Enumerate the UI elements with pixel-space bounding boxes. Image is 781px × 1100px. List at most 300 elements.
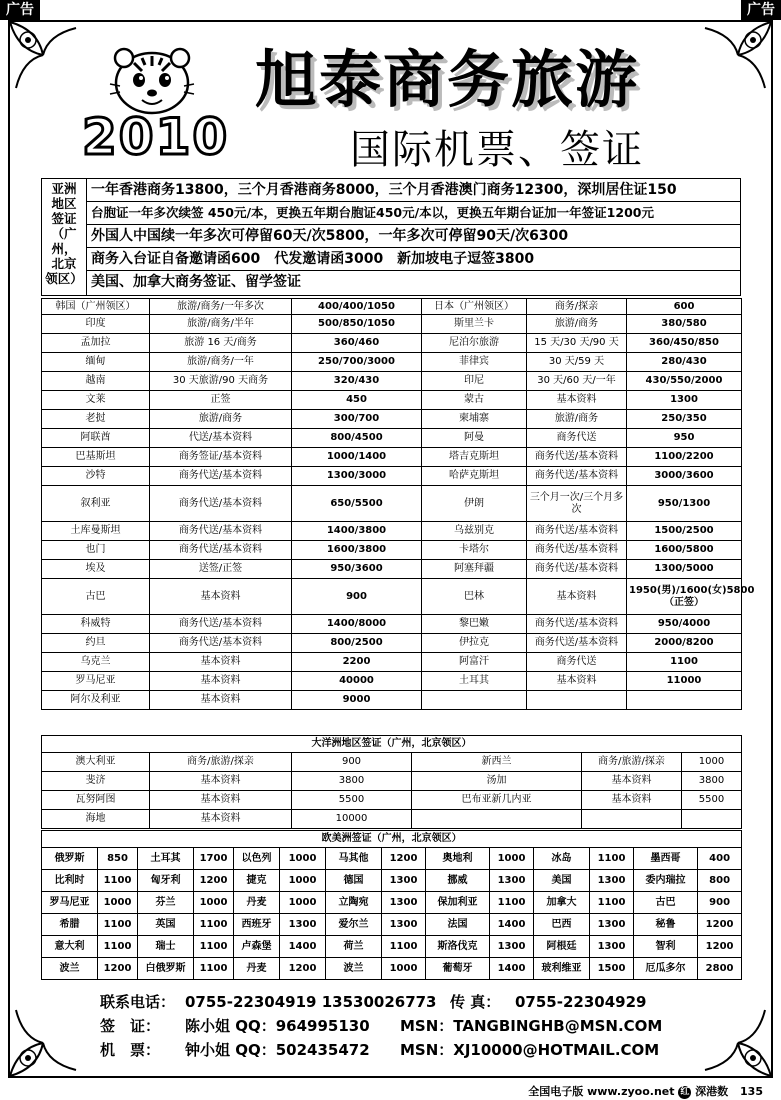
price-cell: 320/430	[292, 372, 422, 391]
country-cell: 委内瑞拉	[634, 870, 698, 892]
visa-type-cell: 代送/基本资料	[150, 429, 292, 448]
table-row	[42, 691, 742, 710]
visa-type-cell: 30 天旅游/90 天商务	[150, 372, 292, 391]
country-cell: 厄瓜多尔	[634, 958, 698, 980]
country-cell: 沙特	[42, 467, 150, 486]
price-cell: 1100	[590, 892, 634, 914]
visa-type-cell: 商务/探亲	[527, 299, 627, 315]
page-number: 135	[740, 1085, 763, 1098]
table-row	[42, 914, 742, 936]
asia-side-label	[42, 179, 87, 295]
visa-type-cell: 商务代送/基本资料	[527, 560, 627, 579]
price-cell: 1300	[382, 870, 426, 892]
oceania-visa-table	[41, 735, 742, 829]
price-cell: 1300	[382, 892, 426, 914]
visa-type-cell: 商务代送/基本资料	[150, 634, 292, 653]
table-row	[42, 958, 742, 980]
table-row	[42, 334, 742, 353]
price-cell: 900	[292, 753, 412, 772]
country-cell: 英国	[138, 914, 194, 936]
country-cell: 越南	[42, 372, 150, 391]
section-header-row	[42, 831, 742, 848]
country-cell: 澳大利亚	[42, 753, 150, 772]
country-cell: 尼泊尔旅游	[422, 334, 527, 353]
visa-contact-label: 签 证：	[100, 1017, 161, 1035]
corner-ornament-top-left-icon	[8, 20, 78, 90]
country-cell: 塔吉克斯坦	[422, 448, 527, 467]
price-cell: 1300/3000	[292, 467, 422, 486]
price-cell: 950	[627, 429, 742, 448]
footer	[528, 1083, 763, 1099]
phone-number[interactable]: 0755-22304919 13530026773	[185, 993, 437, 1011]
side-label-line: 领区）	[45, 271, 83, 286]
price-cell: 1100	[98, 870, 138, 892]
country-cell: 匈牙利	[138, 870, 194, 892]
country-cell: 斯里兰卡	[422, 315, 527, 334]
price-cell: 1000/1400	[292, 448, 422, 467]
table-row	[42, 634, 742, 653]
price-cell: 1100	[490, 892, 534, 914]
side-label-line: 签证	[51, 211, 77, 226]
asia-row: 商务入台证自备邀请函600 代发邀请函3000 新加坡电子逗签3800	[87, 248, 741, 271]
visa-type-cell: 基本资料	[150, 672, 292, 691]
country-cell: 哈萨克斯坦	[422, 467, 527, 486]
price-cell: 400/400/1050	[292, 299, 422, 315]
country-cell: 西班牙	[234, 914, 280, 936]
visa-type-cell: 15 天/30 天/90 天	[527, 334, 627, 353]
visa-type-cell: 基本资料	[150, 791, 292, 810]
price-cell: 1300	[627, 391, 742, 410]
side-label-line: 北京	[51, 256, 77, 271]
price-cell: 1600/3800	[292, 541, 422, 560]
country-cell: 葡萄牙	[426, 958, 490, 980]
visa-type-cell: 正签	[150, 391, 292, 410]
price-cell: 900	[698, 892, 742, 914]
country-cell	[422, 691, 527, 710]
visa-type-cell: 商务代送/基本资料	[527, 522, 627, 541]
price-cell: 1100	[382, 936, 426, 958]
price-cell: 1200	[698, 914, 742, 936]
visa-type-cell: 旅游/商务	[527, 315, 627, 334]
country-cell: 新西兰	[412, 753, 582, 772]
visa-type-cell: 30 天/60 天/一年	[527, 372, 627, 391]
country-cell: 冰岛	[534, 848, 590, 870]
price-cell: 1200	[698, 936, 742, 958]
country-cell: 阿尔及利亚	[42, 691, 150, 710]
price-cell: 800/4500	[292, 429, 422, 448]
visa-type-cell: 商务代送/基本资料	[527, 634, 627, 653]
price-cell: 1400/8000	[292, 615, 422, 634]
visa-type-cell: 三个月一次/三个月多次	[527, 486, 627, 522]
phone-label: 联系电话：	[100, 993, 176, 1011]
price-cell	[627, 691, 742, 710]
country-cell: 斐济	[42, 772, 150, 791]
euro-america-visa-table	[41, 830, 742, 980]
visa-type-cell: 基本资料	[527, 579, 627, 615]
country-cell: 科威特	[42, 615, 150, 634]
table-row	[42, 936, 742, 958]
visa-type-cell: 商务代送/基本资料	[527, 467, 627, 486]
country-cell: 印尼	[422, 372, 527, 391]
visa-type-cell: 送签/正签	[150, 560, 292, 579]
country-cell: 美国	[534, 870, 590, 892]
country-cell: 古巴	[42, 579, 150, 615]
footer-brand: 深港数	[695, 1085, 729, 1098]
table-row	[42, 870, 742, 892]
country-cell: 巴基斯坦	[42, 448, 150, 467]
country-cell: 罗马尼亚	[42, 672, 150, 691]
table-row	[42, 753, 742, 772]
visa-type-cell: 旅游/商务/一年多次	[150, 299, 292, 315]
country-cell: 丹麦	[234, 892, 280, 914]
price-cell: 360/460	[292, 334, 422, 353]
visa-type-cell: 基本资料	[527, 672, 627, 691]
price-cell: 1300	[382, 914, 426, 936]
price-cell: 1000	[382, 958, 426, 980]
asia-row: 台胞证一年多次续签 450元/本，更换五年期台胞证450元/本以，更换五年期台证加一年签证1200元	[87, 202, 741, 225]
country-cell: 卡塔尔	[422, 541, 527, 560]
country-cell: 秘鲁	[634, 914, 698, 936]
price-cell: 3000/3600	[627, 467, 742, 486]
ad-tag-left: 广告	[0, 0, 40, 20]
country-cell: 土库曼斯坦	[42, 522, 150, 541]
table-row	[42, 315, 742, 334]
fax-label: 传 真：	[450, 993, 501, 1011]
price-cell: 5500	[682, 791, 742, 810]
price-cell: 1700	[194, 848, 234, 870]
visa-type-cell: 商务/旅游/探亲	[150, 753, 292, 772]
footer-badge-icon: 红	[680, 1086, 690, 1097]
country-cell: 埃及	[42, 560, 150, 579]
country-cell: 孟加拉	[42, 334, 150, 353]
country-cell: 意大利	[42, 936, 98, 958]
price-cell: 1300	[490, 936, 534, 958]
visa-type-cell	[582, 810, 682, 829]
country-cell: 叙利亚	[42, 486, 150, 522]
price-cell: 2000/8200	[627, 634, 742, 653]
table-row	[42, 299, 742, 315]
country-cell: 挪威	[426, 870, 490, 892]
country-cell: 捷克	[234, 870, 280, 892]
price-cell: 1400	[280, 936, 326, 958]
price-cell: 1200	[382, 848, 426, 870]
visa-contact-msn[interactable]: MSN：TANGBINGHB@MSN.COM	[400, 1017, 663, 1035]
price-cell: 1000	[682, 753, 742, 772]
country-cell: 缅甸	[42, 353, 150, 372]
country-cell: 保加利亚	[426, 892, 490, 914]
price-cell: 1300	[590, 914, 634, 936]
country-cell: 乌兹别克	[422, 522, 527, 541]
country-cell: 阿富汗	[422, 653, 527, 672]
euro-america-section-title: 欧美洲签证（广州，北京领区）	[42, 831, 742, 848]
country-cell: 巴林	[422, 579, 527, 615]
fax-number: 0755-22304929	[515, 993, 647, 1011]
price-cell: 1100/2200	[627, 448, 742, 467]
table-row	[42, 391, 742, 410]
corner-ornament-bottom-right-icon	[703, 1008, 773, 1078]
price-cell: 1300	[490, 870, 534, 892]
country-cell: 伊拉克	[422, 634, 527, 653]
price-cell: 280/430	[627, 353, 742, 372]
visa-type-cell: 30 天/59 天	[527, 353, 627, 372]
country-cell: 斯洛伐克	[426, 936, 490, 958]
visa-contact-person: 陈小姐 QQ：964995130	[185, 1017, 370, 1035]
price-cell: 1000	[98, 892, 138, 914]
side-label-line: 地区	[51, 196, 77, 211]
price-cell: 3800	[292, 772, 412, 791]
country-cell: 瓦努阿图	[42, 791, 150, 810]
price-cell: 1100	[627, 653, 742, 672]
logo	[72, 38, 242, 178]
country-cell: 土耳其	[138, 848, 194, 870]
country-cell: 也门	[42, 541, 150, 560]
price-cell: 1100	[194, 958, 234, 980]
price-cell: 9000	[292, 691, 422, 710]
price-cell: 950/3600	[292, 560, 422, 579]
country-cell: 波兰	[326, 958, 382, 980]
visa-type-cell: 商务代送	[527, 653, 627, 672]
price-cell: 800	[698, 870, 742, 892]
side-label-line: （广州，	[51, 226, 77, 256]
table-row	[42, 772, 742, 791]
visa-type-cell: 商务代送/基本资料	[150, 522, 292, 541]
visa-type-cell: 商务代送/基本资料	[150, 467, 292, 486]
price-cell: 1000	[280, 870, 326, 892]
table-row	[42, 672, 742, 691]
visa-type-cell: 商务代送/基本资料	[150, 541, 292, 560]
country-cell: 罗马尼亚	[42, 892, 98, 914]
country-cell: 蒙古	[422, 391, 527, 410]
price-cell: 250/350	[627, 410, 742, 429]
visa-type-cell: 旅游 16 天/商务	[150, 334, 292, 353]
price-cell: 10000	[292, 810, 412, 829]
country-cell: 海地	[42, 810, 150, 829]
table-row	[42, 522, 742, 541]
price-cell: 1200	[280, 958, 326, 980]
country-cell: 古巴	[634, 892, 698, 914]
corner-ornament-top-right-icon	[703, 20, 773, 90]
table-row	[42, 372, 742, 391]
country-cell: 芬兰	[138, 892, 194, 914]
visa-type-cell	[527, 691, 627, 710]
country-cell: 爱尔兰	[326, 914, 382, 936]
table-row	[42, 410, 742, 429]
price-cell: 360/450/850	[627, 334, 742, 353]
visa-type-cell: 基本资料	[150, 772, 292, 791]
table-row	[42, 892, 742, 914]
country-cell: 立陶宛	[326, 892, 382, 914]
visa-type-cell: 基本资料	[527, 391, 627, 410]
country-cell: 菲律宾	[422, 353, 527, 372]
side-label-line: 亚洲	[51, 181, 77, 196]
country-cell: 丹麦	[234, 958, 280, 980]
price-cell: 1200	[194, 870, 234, 892]
price-cell: 1500	[590, 958, 634, 980]
ticket-contact-person: 钟小姐 QQ：502435472	[185, 1041, 370, 1059]
country-cell: 荷兰	[326, 936, 382, 958]
ad-tag-right: 广告	[741, 0, 781, 20]
price-cell: 950/4000	[627, 615, 742, 634]
price-cell: 1100	[194, 936, 234, 958]
country-cell: 印度	[42, 315, 150, 334]
country-cell: 土耳其	[422, 672, 527, 691]
table-row	[42, 810, 742, 829]
country-cell: 日本（广州领区）	[422, 299, 527, 315]
country-cell: 巴西	[534, 914, 590, 936]
visa-type-cell: 商务代送/基本资料	[150, 486, 292, 522]
visa-type-cell: 基本资料	[150, 810, 292, 829]
price-cell: 1100	[194, 914, 234, 936]
section-header-row	[42, 736, 742, 753]
price-cell: 1100	[98, 936, 138, 958]
table-row	[42, 791, 742, 810]
country-cell: 阿曼	[422, 429, 527, 448]
price-cell	[682, 810, 742, 829]
table-row	[42, 353, 742, 372]
visa-type-cell: 旅游/商务/一年	[150, 353, 292, 372]
country-cell: 波兰	[42, 958, 98, 980]
country-cell: 阿塞拜疆	[422, 560, 527, 579]
table-row	[42, 448, 742, 467]
country-cell: 韩国（广州领区）	[42, 299, 150, 315]
table-row	[42, 429, 742, 448]
price-cell: 2800	[698, 958, 742, 980]
price-cell: 650/5500	[292, 486, 422, 522]
visa-type-cell: 基本资料	[150, 653, 292, 672]
price-cell: 1400	[490, 958, 534, 980]
price-cell: 900	[292, 579, 422, 615]
price-cell: 1300	[280, 914, 326, 936]
country-cell: 阿联酋	[42, 429, 150, 448]
country-cell: 黎巴嫩	[422, 615, 527, 634]
visa-type-cell: 商务签证/基本资料	[150, 448, 292, 467]
price-cell: 1500/2500	[627, 522, 742, 541]
country-cell: 玻利维亚	[534, 958, 590, 980]
ticket-contact-msn[interactable]: MSN：XJ10000@HOTMAIL.COM	[400, 1041, 660, 1059]
logo-year: 2010	[82, 108, 230, 166]
table-row	[42, 560, 742, 579]
price-cell: 3800	[682, 772, 742, 791]
price-cell: 450	[292, 391, 422, 410]
country-cell: 阿根廷	[534, 936, 590, 958]
country-cell: 俄罗斯	[42, 848, 98, 870]
country-cell	[412, 810, 582, 829]
country-cell: 汤加	[412, 772, 582, 791]
price-cell: 1400/3800	[292, 522, 422, 541]
table-row	[42, 848, 742, 870]
country-cell: 智利	[634, 936, 698, 958]
contact-info	[100, 990, 700, 1062]
table-row	[42, 653, 742, 672]
price-cell: 1000	[280, 892, 326, 914]
price-cell: 1400	[490, 914, 534, 936]
country-cell: 德国	[326, 870, 382, 892]
price-cell: 800/2500	[292, 634, 422, 653]
visa-type-cell: 旅游/商务	[527, 410, 627, 429]
price-cell: 2200	[292, 653, 422, 672]
asia-row: 美国、加拿大商务签证、留学签证	[91, 274, 301, 290]
visa-type-cell: 旅游/商务	[150, 410, 292, 429]
page-title: 旭泰商务旅游	[255, 43, 640, 116]
price-cell: 40000	[292, 672, 422, 691]
country-cell: 法国	[426, 914, 490, 936]
country-cell: 瑞士	[138, 936, 194, 958]
oceania-section-title: 大洋洲地区签证（广州，北京领区）	[42, 736, 742, 753]
country-cell: 比利时	[42, 870, 98, 892]
asia-row: 外国人中国续一年多次可停留60天/次5800，一年多次可停留90天/次6300	[87, 225, 741, 248]
price-cell: 5500	[292, 791, 412, 810]
table-row	[42, 467, 742, 486]
country-cell: 白俄罗斯	[138, 958, 194, 980]
visa-type-cell: 商务代送/基本资料	[150, 615, 292, 634]
visa-price-table	[41, 298, 755, 710]
country-cell: 老挝	[42, 410, 150, 429]
country-cell: 乌克兰	[42, 653, 150, 672]
visa-type-cell: 商务代送/基本资料	[527, 541, 627, 560]
visa-type-cell: 商务代送	[527, 429, 627, 448]
table-row	[42, 579, 742, 615]
visa-type-cell: 商务代送/基本资料	[527, 448, 627, 467]
footer-edition[interactable]: 全国电子版 www.zyoo.net	[528, 1085, 675, 1098]
country-cell: 文莱	[42, 391, 150, 410]
visa-type-cell: 商务/旅游/探亲	[582, 753, 682, 772]
price-cell: 600	[627, 299, 742, 315]
country-cell: 伊朗	[422, 486, 527, 522]
price-cell: 1000	[280, 848, 326, 870]
price-cell: 1300	[590, 870, 634, 892]
price-cell: 380/580	[627, 315, 742, 334]
table-row	[42, 615, 742, 634]
country-cell: 马其他	[326, 848, 382, 870]
visa-type-cell: 旅游/商务/半年	[150, 315, 292, 334]
corner-ornament-bottom-left-icon	[8, 1008, 78, 1078]
asia-row: 一年香港商务13800，三个月香港商务8000，三个月香港澳门商务12300，深圳居住证150	[87, 179, 741, 202]
asia-visa-block	[41, 178, 741, 296]
country-cell: 柬埔寨	[422, 410, 527, 429]
country-cell: 以色列	[234, 848, 280, 870]
price-cell: 1600/5800	[627, 541, 742, 560]
country-cell: 墨西哥	[634, 848, 698, 870]
country-cell: 巴布亚新几内亚	[412, 791, 582, 810]
country-cell: 加拿大	[534, 892, 590, 914]
visa-type-cell: 基本资料	[582, 791, 682, 810]
visa-type-cell: 基本资料	[582, 772, 682, 791]
price-cell: 500/850/1050	[292, 315, 422, 334]
visa-type-cell: 基本资料	[150, 579, 292, 615]
country-cell: 希腊	[42, 914, 98, 936]
price-cell: 1300/5000	[627, 560, 742, 579]
table-row	[42, 541, 742, 560]
price-cell: 1100	[590, 848, 634, 870]
price-cell: 400	[698, 848, 742, 870]
table-row	[42, 486, 742, 522]
price-cell: 1000	[194, 892, 234, 914]
price-cell: 1950(男)/1600(女)5800（正签）	[627, 579, 742, 615]
price-cell: 950/1300	[627, 486, 742, 522]
price-cell: 1200	[98, 958, 138, 980]
price-cell: 11000	[627, 672, 742, 691]
price-cell: 300/700	[292, 410, 422, 429]
ticket-contact-label: 机 票：	[100, 1041, 161, 1059]
visa-type-cell: 基本资料	[150, 691, 292, 710]
page-subtitle: 国际机票、签证	[350, 127, 644, 173]
country-cell: 约旦	[42, 634, 150, 653]
country-cell: 奥地利	[426, 848, 490, 870]
price-cell: 1100	[98, 914, 138, 936]
visa-type-cell: 商务代送/基本资料	[527, 615, 627, 634]
price-cell: 430/550/2000	[627, 372, 742, 391]
price-cell: 850	[98, 848, 138, 870]
